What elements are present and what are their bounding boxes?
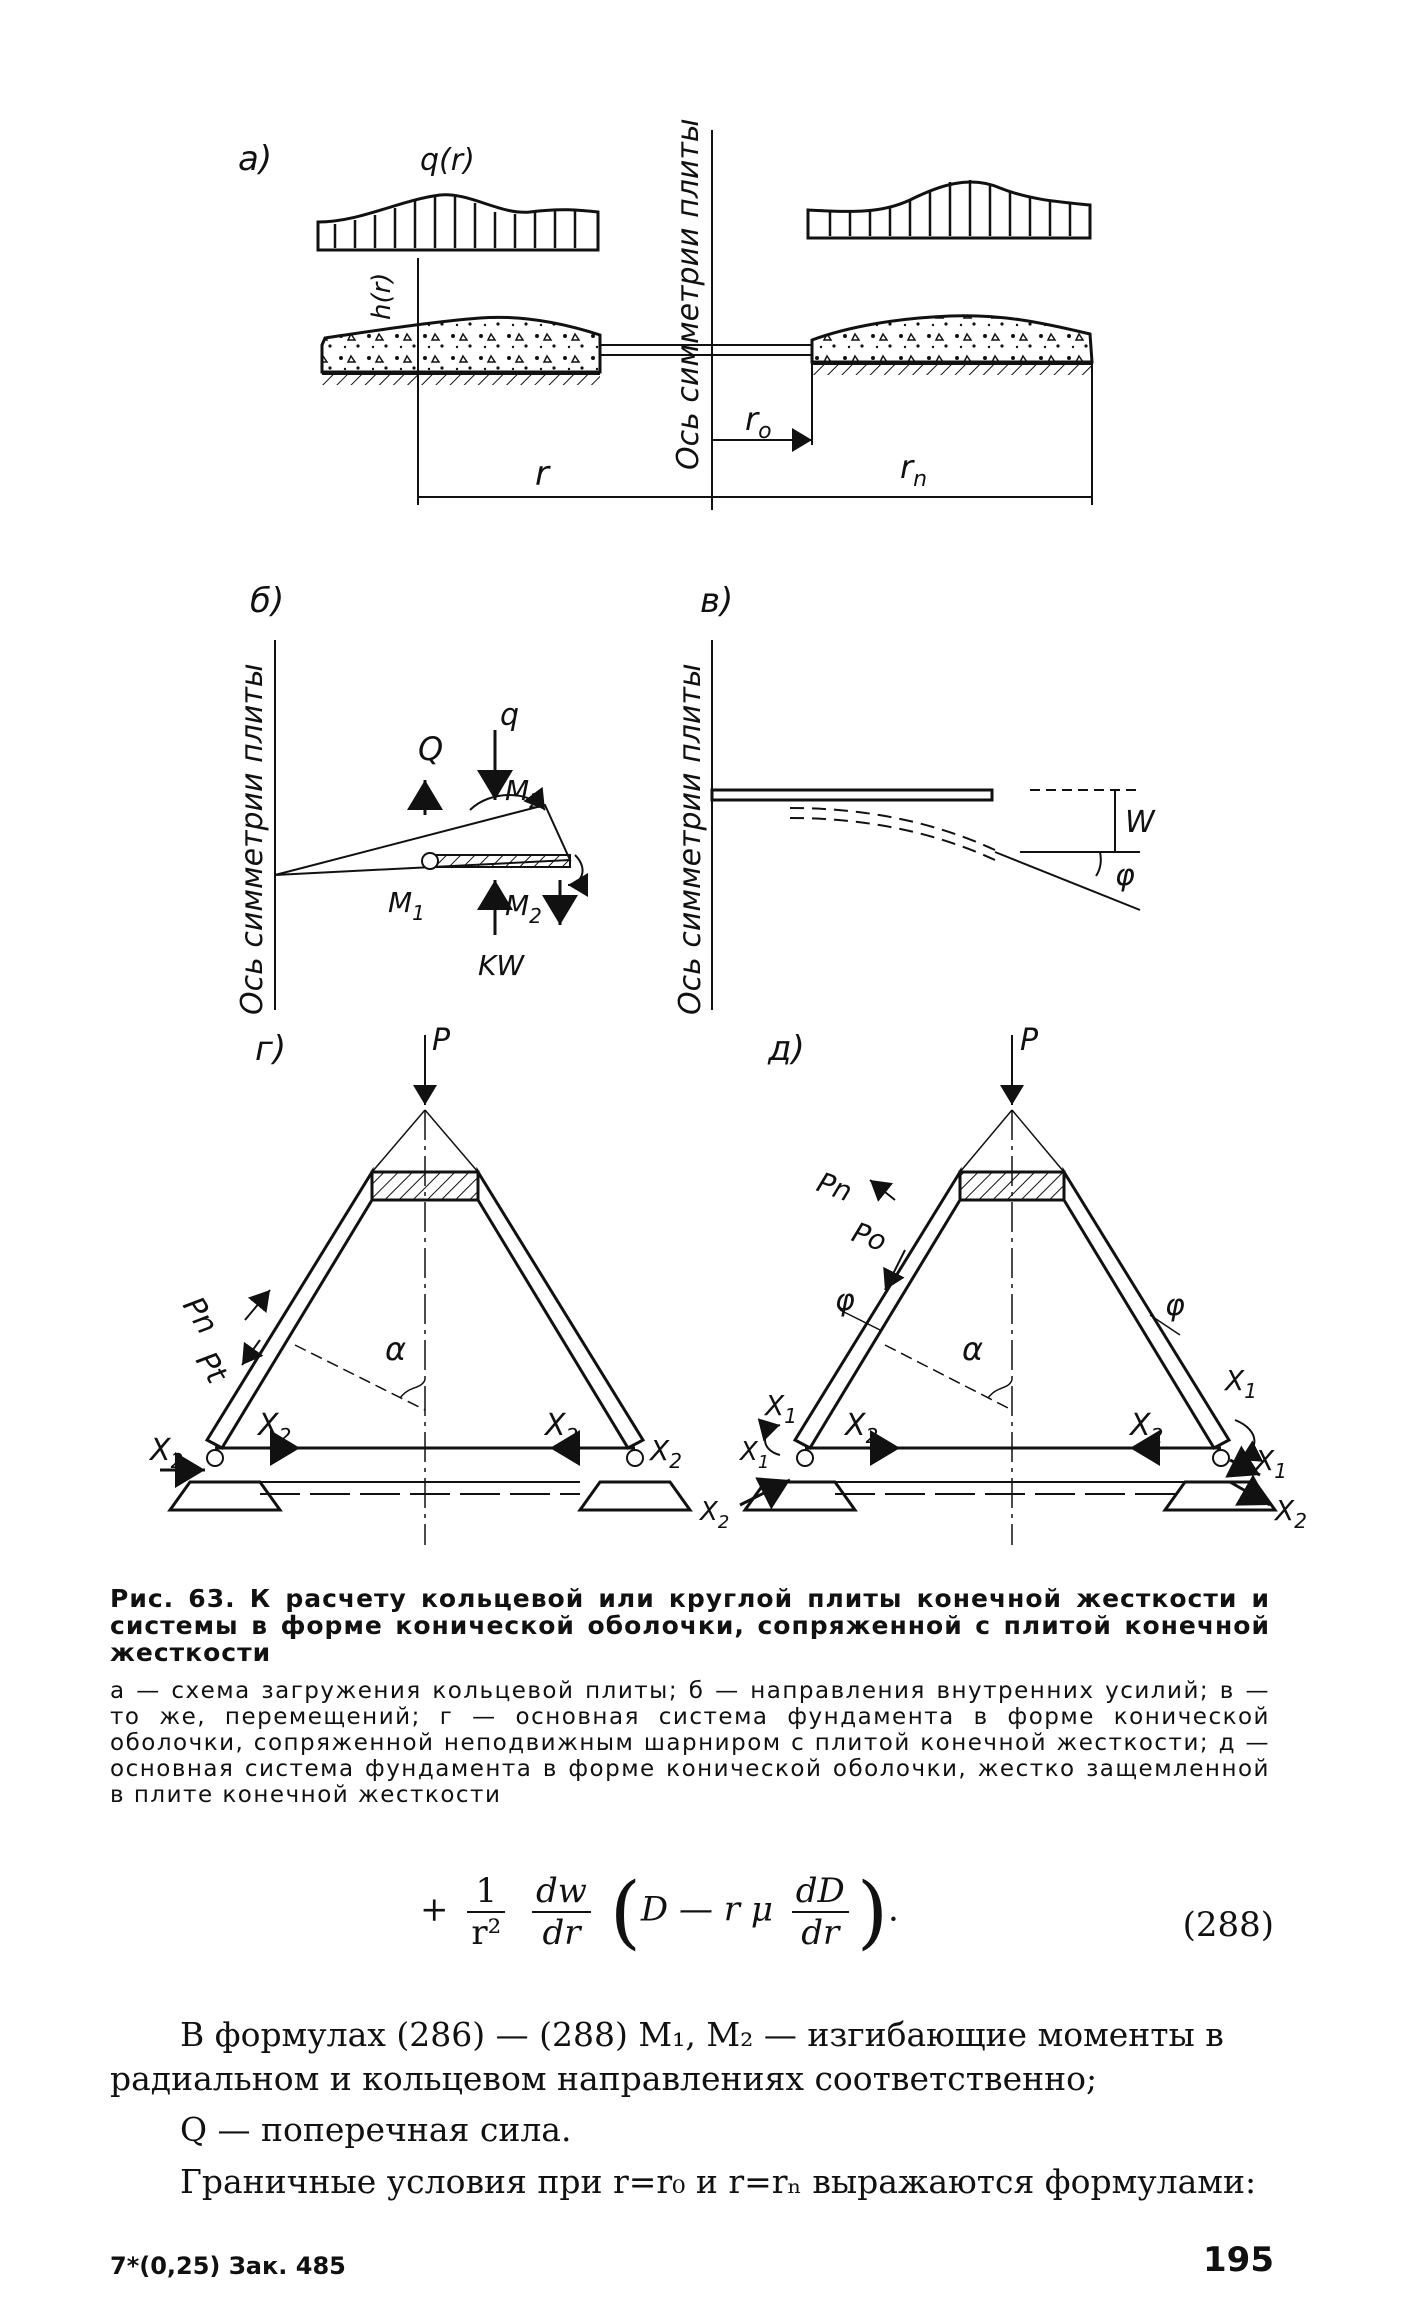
ground-right (812, 365, 1092, 375)
paragraph-1: В формулах (286) — (288) M₁, M₂ — изгибающие моменты в радиальном и кольцевом направлениях соответственно; (110, 2015, 1224, 2098)
paragraph-3: Граничные условия при r=r₀ и r=rₙ выражаются формулами: (180, 2162, 1257, 2201)
frac1-numerator: 1 (467, 1871, 505, 1913)
Po-label-d: Po (847, 1215, 891, 1259)
axis-label-a: Ось симметрии плиты (671, 118, 706, 470)
footing-left-g (170, 1482, 280, 1510)
formula-plus: + (420, 1889, 449, 1930)
Pn-label-g: Pn (175, 1290, 225, 1341)
figure-caption-title: Рис. 63. К расчету кольцевой или круглой плиты конечной жесткости и системы в форме конической оболочки, сопряженной с плитой конечной жесткости (110, 1584, 1270, 1667)
undeformed-plate (712, 790, 992, 800)
rn-label: $r_n$ (900, 448, 928, 492)
X2-label-d3: $X_2$ (700, 1497, 730, 1533)
frac3-numerator: dD (792, 1871, 849, 1913)
formula-288: + $\frac{1}{\text{r²}}$ $\frac{dw}{dr}$ (D — r μ $\frac{dD}{dr}$ ). (420, 1865, 899, 1958)
equation-number: (288) (1182, 1905, 1274, 1945)
P-label-d: P (1020, 1023, 1039, 1058)
X2-label-d4: $X_2$ (1275, 1494, 1307, 1533)
panel-g (148, 1023, 690, 1545)
cone-wall-right-g (478, 1172, 643, 1448)
fraction-dD-dr (792, 1871, 849, 1953)
footing-right-g (580, 1482, 690, 1510)
Pn-label-d: Pn (812, 1165, 857, 1209)
panel-a (238, 118, 1092, 510)
plate-element (425, 855, 570, 867)
X1-label-d2: $X_1$ (1225, 1364, 1257, 1403)
axis-label-v: Ось симметрии плиты (673, 663, 708, 1015)
panel-b-label: б) (250, 581, 285, 621)
fraction-1-over-r2 (467, 1871, 505, 1953)
deformed-plate (790, 808, 995, 860)
panel-v (673, 581, 1156, 1015)
r0-label: $r_o$ (745, 400, 772, 444)
M2-bottom-label: $M_2$ (505, 889, 542, 928)
slab-left (322, 317, 600, 372)
cone-wall-left-d (795, 1172, 960, 1448)
load-arrows-left (335, 196, 575, 248)
M2-top-label: $M_2$ (505, 774, 542, 813)
panel-b (235, 581, 583, 1015)
alpha-label-g: α (385, 1330, 407, 1368)
footing-left-d (745, 1482, 855, 1510)
X2-label-d2: $X_2$ (1130, 1408, 1164, 1448)
cone-wall-left-g (207, 1172, 372, 1448)
X1-label-d4: $X_1$ (1255, 1444, 1287, 1483)
panel-d (698, 1023, 1307, 1545)
top-plate-d (960, 1172, 1064, 1200)
panel-a-label: a) (238, 139, 273, 179)
formula-end: . (888, 1889, 899, 1930)
panel-g-label: г) (255, 1029, 287, 1069)
ground-left (322, 375, 600, 385)
phi-label-d1: φ (835, 1283, 855, 1318)
page-number: 195 (1203, 2240, 1274, 2280)
Q-label: Q (418, 730, 444, 768)
load-arrows-right (830, 180, 1070, 236)
r-label: r (535, 454, 549, 494)
footing-right-d (1165, 1482, 1275, 1510)
X1-label-d1: $X_1$ (765, 1389, 797, 1428)
formula-inner: D — r μ (640, 1889, 773, 1930)
phi-label-v: φ (1115, 858, 1135, 893)
frac2-denominator: dr (542, 1912, 581, 1953)
X1-label-d3: $X_1$ (740, 1437, 770, 1473)
slab-gap (600, 345, 812, 355)
Pt-label-g: Pt (188, 1345, 234, 1390)
height-label: h(r) (367, 272, 397, 320)
X2-label-g1: $X_2$ (258, 1408, 292, 1448)
q-label: q (500, 698, 520, 733)
slab-right (812, 316, 1092, 362)
KW-label: KW (478, 949, 525, 982)
panel-d-label: д) (768, 1029, 805, 1069)
X2-label-g4: $X_2$ (650, 1434, 682, 1473)
frac3-denominator: dr (801, 1912, 840, 1953)
frac2-numerator: dw (532, 1871, 591, 1913)
cone-wall-right-d (1064, 1172, 1229, 1448)
M1-label: $M_1$ (388, 886, 425, 925)
frac1-denominator: r² (471, 1912, 502, 1953)
axis-label-b: Ось симметрии плиты (235, 663, 270, 1015)
X2-label-d1: $X_2$ (845, 1408, 879, 1448)
X2-label-g3: $X_2$ (150, 1433, 184, 1473)
W-label: W (1125, 805, 1155, 840)
signature-mark: 7*(0,25) Зак. 485 (110, 2252, 346, 2280)
phi-label-d2: φ (1165, 1288, 1185, 1323)
figure-caption-body: а — схема загружения кольцевой плиты; б — направления внутренних усилий; в — то же, перемещений; г — основная система фундамента в форме конической оболочки, сопряженной неподвижным шарниром с плитой конечной жесткости; д — основная система фундамента в форме конической оболочки, жестко защемленной в плите конечной жесткости (110, 1678, 1270, 1808)
fraction-dw-dr (532, 1871, 591, 1953)
X2-label-g2: $X_2$ (545, 1408, 579, 1448)
paragraph-2: Q — поперечная сила. (180, 2110, 572, 2149)
load-label: q(r) (420, 143, 475, 178)
alpha-label-d: α (962, 1330, 984, 1368)
top-plate-g (372, 1172, 478, 1200)
panel-v-label: в) (700, 581, 734, 621)
P-label-g: P (432, 1023, 451, 1058)
